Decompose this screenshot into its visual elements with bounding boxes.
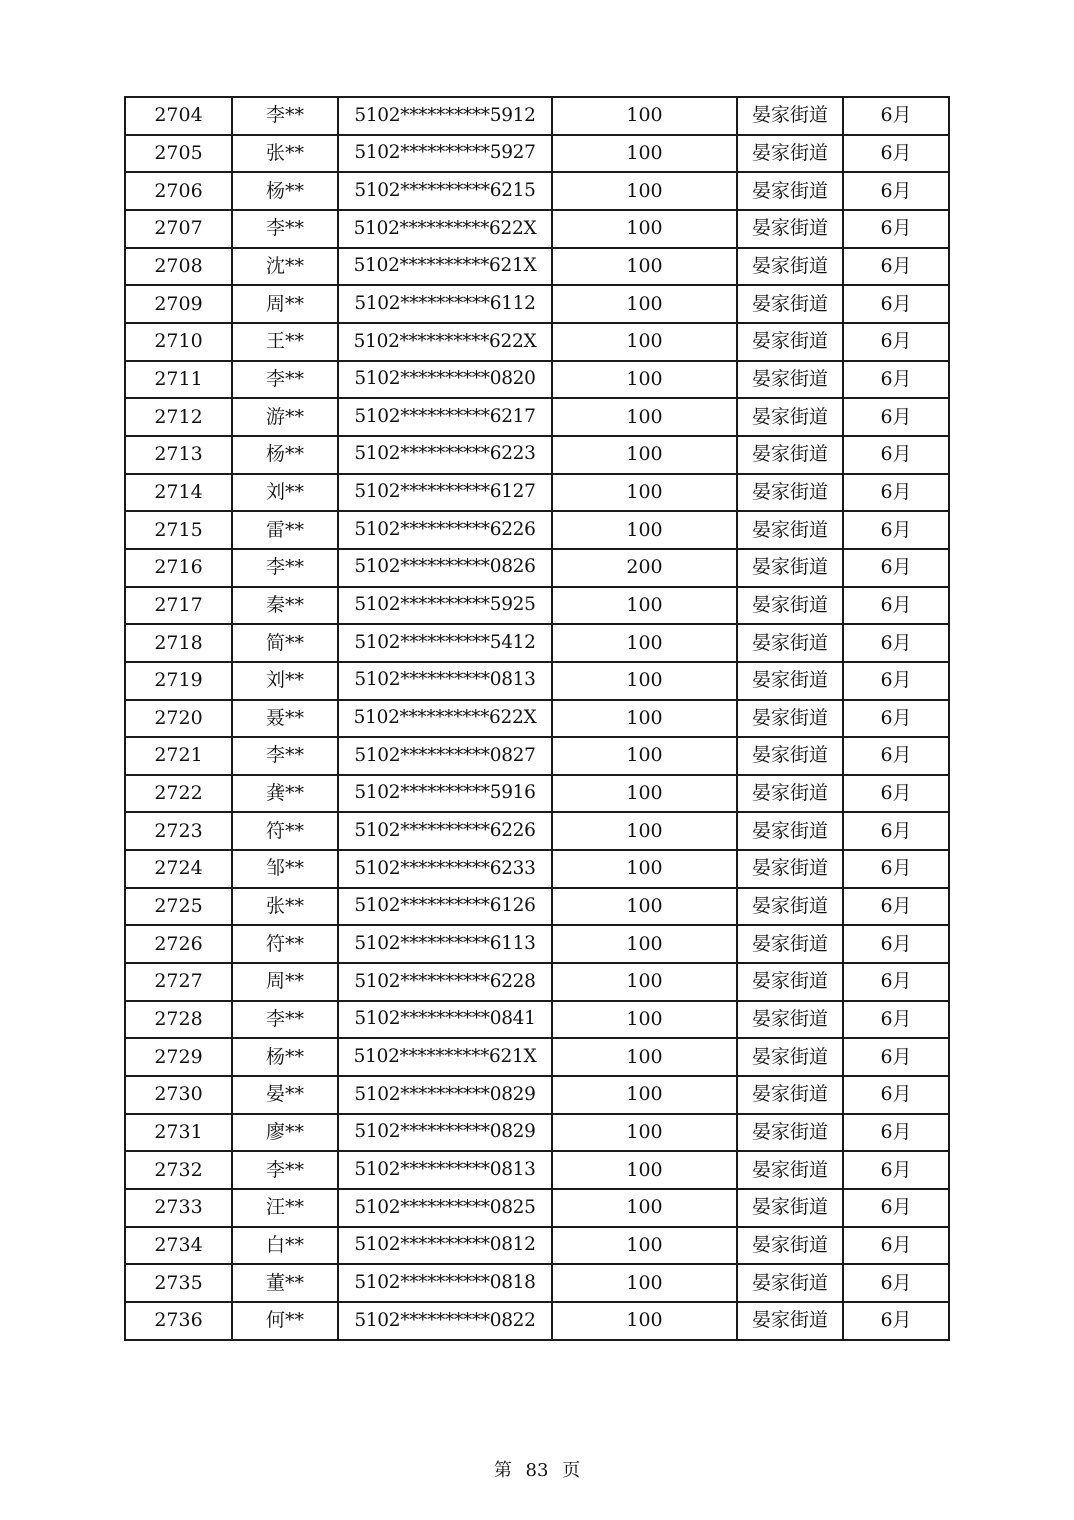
table-row <box>125 888 949 926</box>
table-row <box>125 1114 949 1152</box>
cell-month: 6月 <box>843 549 949 587</box>
cell-street: 晏家街道 <box>737 248 843 286</box>
table-row <box>125 737 949 775</box>
subsidy-table <box>124 96 950 1341</box>
cell-id-number: 5102**********6226 <box>338 511 552 549</box>
table-row <box>125 398 949 436</box>
cell-name: 周** <box>232 963 338 1001</box>
page-footer <box>0 1456 1074 1482</box>
cell-serial-number: 2734 <box>125 1227 232 1265</box>
cell-street: 晏家街道 <box>737 361 843 399</box>
cell-serial-number: 2723 <box>125 812 232 850</box>
cell-serial-number: 2732 <box>125 1151 232 1189</box>
cell-street: 晏家街道 <box>737 700 843 738</box>
cell-serial-number: 2704 <box>125 97 232 135</box>
cell-id-number: 5102**********621X <box>338 248 552 286</box>
table-row <box>125 135 949 173</box>
cell-name: 廖** <box>232 1114 338 1152</box>
cell-name: 雷** <box>232 511 338 549</box>
cell-id-number: 5102**********6223 <box>338 436 552 474</box>
cell-month: 6月 <box>843 737 949 775</box>
table-row <box>125 850 949 888</box>
cell-street: 晏家街道 <box>737 1076 843 1114</box>
cell-name: 龚** <box>232 775 338 813</box>
table-row <box>125 775 949 813</box>
cell-id-number: 5102**********0841 <box>338 1001 552 1039</box>
cell-month: 6月 <box>843 1302 949 1340</box>
cell-amount: 100 <box>552 172 737 210</box>
cell-month: 6月 <box>843 436 949 474</box>
cell-name: 李** <box>232 1001 338 1039</box>
cell-serial-number: 2706 <box>125 172 232 210</box>
cell-serial-number: 2708 <box>125 248 232 286</box>
table-row <box>125 812 949 850</box>
table-row <box>125 1302 949 1340</box>
cell-street: 晏家街道 <box>737 210 843 248</box>
cell-id-number: 5102**********6126 <box>338 888 552 926</box>
cell-amount: 100 <box>552 1189 737 1227</box>
cell-serial-number: 2705 <box>125 135 232 173</box>
cell-serial-number: 2735 <box>125 1264 232 1302</box>
table-row <box>125 323 949 361</box>
cell-amount: 100 <box>552 624 737 662</box>
cell-street: 晏家街道 <box>737 1302 843 1340</box>
cell-serial-number: 2717 <box>125 587 232 625</box>
page-prefix: 第 <box>493 1460 512 1481</box>
cell-month: 6月 <box>843 97 949 135</box>
cell-serial-number: 2727 <box>125 963 232 1001</box>
page-number: 83 <box>525 1460 549 1481</box>
cell-id-number: 5102**********5927 <box>338 135 552 173</box>
cell-amount: 200 <box>552 549 737 587</box>
cell-serial-number: 2729 <box>125 1038 232 1076</box>
cell-serial-number: 2736 <box>125 1302 232 1340</box>
cell-id-number: 5102**********6226 <box>338 812 552 850</box>
cell-street: 晏家街道 <box>737 1038 843 1076</box>
cell-name: 李** <box>232 549 338 587</box>
cell-name: 刘** <box>232 662 338 700</box>
cell-street: 晏家街道 <box>737 323 843 361</box>
cell-month: 6月 <box>843 474 949 512</box>
cell-name: 杨** <box>232 172 338 210</box>
cell-id-number: 5102**********6113 <box>338 925 552 963</box>
cell-name: 刘** <box>232 474 338 512</box>
table-row <box>125 285 949 323</box>
cell-name: 董** <box>232 1264 338 1302</box>
cell-street: 晏家街道 <box>737 436 843 474</box>
cell-serial-number: 2722 <box>125 775 232 813</box>
cell-name: 张** <box>232 888 338 926</box>
cell-serial-number: 2731 <box>125 1114 232 1152</box>
table-row <box>125 172 949 210</box>
cell-serial-number: 2724 <box>125 850 232 888</box>
cell-amount: 100 <box>552 474 737 512</box>
cell-name: 李** <box>232 361 338 399</box>
cell-name: 简** <box>232 624 338 662</box>
cell-serial-number: 2715 <box>125 511 232 549</box>
cell-month: 6月 <box>843 511 949 549</box>
cell-id-number: 5102**********0822 <box>338 1302 552 1340</box>
cell-name: 游** <box>232 398 338 436</box>
table-row <box>125 587 949 625</box>
cell-id-number: 5102**********6233 <box>338 850 552 888</box>
cell-amount: 100 <box>552 662 737 700</box>
cell-amount: 100 <box>552 285 737 323</box>
cell-amount: 100 <box>552 511 737 549</box>
cell-month: 6月 <box>843 323 949 361</box>
table-row <box>125 1038 949 1076</box>
table-row <box>125 624 949 662</box>
cell-amount: 100 <box>552 1227 737 1265</box>
cell-serial-number: 2713 <box>125 436 232 474</box>
cell-amount: 100 <box>552 850 737 888</box>
table-row <box>125 511 949 549</box>
cell-street: 晏家街道 <box>737 775 843 813</box>
cell-amount: 100 <box>552 775 737 813</box>
table-row <box>125 1264 949 1302</box>
cell-serial-number: 2718 <box>125 624 232 662</box>
cell-street: 晏家街道 <box>737 1151 843 1189</box>
cell-street: 晏家街道 <box>737 963 843 1001</box>
cell-month: 6月 <box>843 1264 949 1302</box>
cell-amount: 100 <box>552 1076 737 1114</box>
cell-month: 6月 <box>843 398 949 436</box>
cell-amount: 100 <box>552 1151 737 1189</box>
cell-name: 符** <box>232 925 338 963</box>
cell-id-number: 5102**********0827 <box>338 737 552 775</box>
cell-street: 晏家街道 <box>737 135 843 173</box>
cell-street: 晏家街道 <box>737 662 843 700</box>
table-row <box>125 925 949 963</box>
cell-name: 杨** <box>232 1038 338 1076</box>
cell-street: 晏家街道 <box>737 1227 843 1265</box>
cell-name: 符** <box>232 812 338 850</box>
cell-id-number: 5102**********0820 <box>338 361 552 399</box>
cell-name: 杨** <box>232 436 338 474</box>
cell-name: 聂** <box>232 700 338 738</box>
cell-street: 晏家街道 <box>737 285 843 323</box>
cell-month: 6月 <box>843 1151 949 1189</box>
cell-amount: 100 <box>552 587 737 625</box>
cell-month: 6月 <box>843 587 949 625</box>
cell-month: 6月 <box>843 1076 949 1114</box>
cell-street: 晏家街道 <box>737 1001 843 1039</box>
cell-serial-number: 2719 <box>125 662 232 700</box>
cell-serial-number: 2707 <box>125 210 232 248</box>
cell-serial-number: 2726 <box>125 925 232 963</box>
cell-serial-number: 2728 <box>125 1001 232 1039</box>
cell-street: 晏家街道 <box>737 850 843 888</box>
table-row <box>125 1001 949 1039</box>
cell-serial-number: 2711 <box>125 361 232 399</box>
cell-amount: 100 <box>552 1114 737 1152</box>
cell-id-number: 5102**********0829 <box>338 1114 552 1152</box>
cell-street: 晏家街道 <box>737 1264 843 1302</box>
cell-id-number: 5102**********0825 <box>338 1189 552 1227</box>
cell-month: 6月 <box>843 850 949 888</box>
table-body <box>125 97 949 1340</box>
cell-month: 6月 <box>843 812 949 850</box>
cell-id-number: 5102**********6215 <box>338 172 552 210</box>
cell-month: 6月 <box>843 925 949 963</box>
cell-month: 6月 <box>843 662 949 700</box>
cell-month: 6月 <box>843 172 949 210</box>
cell-street: 晏家街道 <box>737 172 843 210</box>
cell-amount: 100 <box>552 210 737 248</box>
table-row <box>125 361 949 399</box>
cell-id-number: 5102**********6112 <box>338 285 552 323</box>
cell-month: 6月 <box>843 700 949 738</box>
cell-amount: 100 <box>552 963 737 1001</box>
cell-id-number: 5102**********622X <box>338 323 552 361</box>
cell-name: 李** <box>232 1151 338 1189</box>
cell-amount: 100 <box>552 436 737 474</box>
cell-amount: 100 <box>552 361 737 399</box>
cell-street: 晏家街道 <box>737 925 843 963</box>
cell-month: 6月 <box>843 963 949 1001</box>
table-row <box>125 1151 949 1189</box>
cell-amount: 100 <box>552 888 737 926</box>
cell-amount: 100 <box>552 135 737 173</box>
cell-street: 晏家街道 <box>737 398 843 436</box>
cell-month: 6月 <box>843 888 949 926</box>
cell-amount: 100 <box>552 323 737 361</box>
cell-street: 晏家街道 <box>737 97 843 135</box>
cell-month: 6月 <box>843 1114 949 1152</box>
cell-street: 晏家街道 <box>737 511 843 549</box>
table-row <box>125 248 949 286</box>
cell-serial-number: 2720 <box>125 700 232 738</box>
table-row <box>125 474 949 512</box>
cell-amount: 100 <box>552 1038 737 1076</box>
cell-name: 何** <box>232 1302 338 1340</box>
cell-month: 6月 <box>843 775 949 813</box>
cell-id-number: 5102**********0813 <box>338 662 552 700</box>
cell-serial-number: 2733 <box>125 1189 232 1227</box>
cell-month: 6月 <box>843 285 949 323</box>
table-row <box>125 963 949 1001</box>
cell-street: 晏家街道 <box>737 1114 843 1152</box>
cell-amount: 100 <box>552 97 737 135</box>
cell-amount: 100 <box>552 812 737 850</box>
cell-name: 晏** <box>232 1076 338 1114</box>
table-row <box>125 97 949 135</box>
cell-month: 6月 <box>843 135 949 173</box>
cell-month: 6月 <box>843 1001 949 1039</box>
cell-street: 晏家街道 <box>737 1189 843 1227</box>
cell-name: 白** <box>232 1227 338 1265</box>
cell-id-number: 5102**********0829 <box>338 1076 552 1114</box>
table-row <box>125 210 949 248</box>
cell-amount: 100 <box>552 737 737 775</box>
cell-id-number: 5102**********6217 <box>338 398 552 436</box>
cell-name: 邹** <box>232 850 338 888</box>
cell-serial-number: 2710 <box>125 323 232 361</box>
cell-amount: 100 <box>552 248 737 286</box>
cell-street: 晏家街道 <box>737 624 843 662</box>
cell-serial-number: 2725 <box>125 888 232 926</box>
cell-name: 张** <box>232 135 338 173</box>
cell-amount: 100 <box>552 700 737 738</box>
cell-serial-number: 2712 <box>125 398 232 436</box>
cell-name: 沈** <box>232 248 338 286</box>
cell-serial-number: 2730 <box>125 1076 232 1114</box>
cell-street: 晏家街道 <box>737 812 843 850</box>
cell-month: 6月 <box>843 210 949 248</box>
cell-serial-number: 2716 <box>125 549 232 587</box>
table-row <box>125 1189 949 1227</box>
cell-serial-number: 2709 <box>125 285 232 323</box>
cell-month: 6月 <box>843 624 949 662</box>
table-row <box>125 549 949 587</box>
cell-amount: 100 <box>552 1302 737 1340</box>
cell-id-number: 5102**********6228 <box>338 963 552 1001</box>
cell-id-number: 5102**********6127 <box>338 474 552 512</box>
table-row <box>125 700 949 738</box>
cell-name: 李** <box>232 97 338 135</box>
cell-name: 秦** <box>232 587 338 625</box>
cell-name: 王** <box>232 323 338 361</box>
cell-month: 6月 <box>843 1189 949 1227</box>
cell-name: 李** <box>232 737 338 775</box>
cell-id-number: 5102**********0818 <box>338 1264 552 1302</box>
cell-name: 周** <box>232 285 338 323</box>
cell-name: 李** <box>232 210 338 248</box>
cell-amount: 100 <box>552 1264 737 1302</box>
cell-id-number: 5102**********621X <box>338 1038 552 1076</box>
cell-street: 晏家街道 <box>737 549 843 587</box>
cell-street: 晏家街道 <box>737 737 843 775</box>
cell-month: 6月 <box>843 1227 949 1265</box>
cell-name: 汪** <box>232 1189 338 1227</box>
cell-id-number: 5102**********0812 <box>338 1227 552 1265</box>
table-row <box>125 1076 949 1114</box>
table-row <box>125 1227 949 1265</box>
cell-month: 6月 <box>843 361 949 399</box>
cell-month: 6月 <box>843 1038 949 1076</box>
cell-id-number: 5102**********5412 <box>338 624 552 662</box>
cell-amount: 100 <box>552 925 737 963</box>
cell-month: 6月 <box>843 248 949 286</box>
cell-serial-number: 2714 <box>125 474 232 512</box>
page-suffix: 页 <box>562 1460 581 1481</box>
cell-id-number: 5102**********5925 <box>338 587 552 625</box>
cell-amount: 100 <box>552 398 737 436</box>
cell-serial-number: 2721 <box>125 737 232 775</box>
cell-amount: 100 <box>552 1001 737 1039</box>
cell-id-number: 5102**********0826 <box>338 549 552 587</box>
cell-street: 晏家街道 <box>737 888 843 926</box>
cell-id-number: 5102**********5916 <box>338 775 552 813</box>
cell-street: 晏家街道 <box>737 587 843 625</box>
table-row <box>125 662 949 700</box>
cell-id-number: 5102**********5912 <box>338 97 552 135</box>
cell-id-number: 5102**********622X <box>338 210 552 248</box>
cell-street: 晏家街道 <box>737 474 843 512</box>
cell-id-number: 5102**********0813 <box>338 1151 552 1189</box>
table-row <box>125 436 949 474</box>
cell-id-number: 5102**********622X <box>338 700 552 738</box>
